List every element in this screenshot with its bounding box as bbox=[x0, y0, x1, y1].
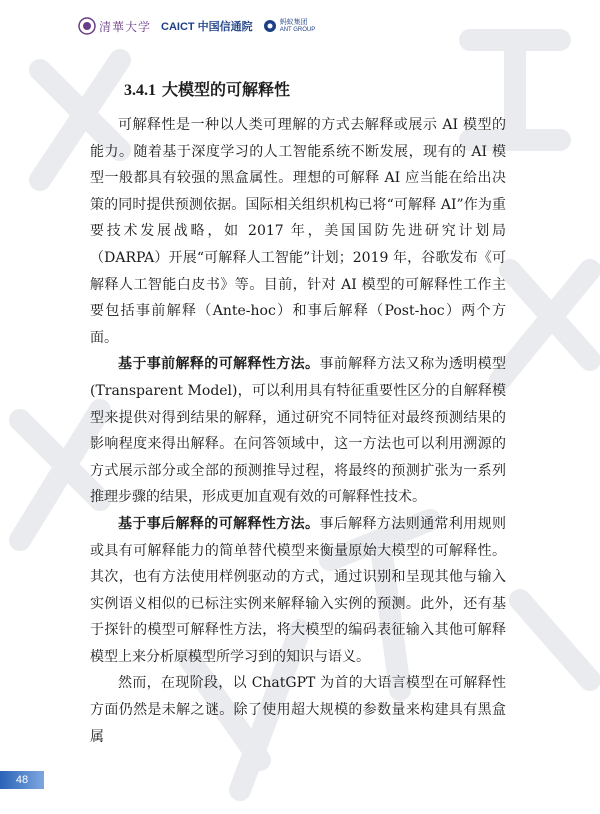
tsinghua-logo bbox=[78, 17, 151, 35]
ant-group-logo-cn: 蚂蚁集团 bbox=[279, 18, 308, 26]
paragraph-post-hoc-lead: 基于事后解释的可解释性方法。 bbox=[118, 515, 320, 532]
tsinghua-logo-text: 清華大学 bbox=[99, 19, 152, 34]
page-number: 48 bbox=[15, 774, 29, 786]
paragraph-post-hoc-text: 事后解释方法则通常利用规则或具有可解释能力的简单替代模型来衡量原始大模型的可解释性。其次，也有方法使用样例驱动的方式，通过识别和呈现其他与输入实例语义相似的已标注实例来解释输入实例的预测。此外，还有基于探针的模型可解释性方法，将大模型的编码表征输入其他可解释模型上来分析原模型所学习到的知识与语义。 bbox=[90, 515, 507, 665]
paragraph-post-hoc bbox=[90, 511, 506, 671]
ant-group-logo bbox=[263, 18, 316, 34]
paragraph-chatgpt bbox=[90, 670, 506, 750]
header-logos bbox=[78, 14, 315, 38]
paragraph-chatgpt-text: 然而，在现阶段，以 ChatGPT 为首的大语言模型在可解释性方面仍然是未解之谜。除了使用超大规模的参数量来构建具有黑盒属 bbox=[90, 675, 506, 745]
body-text bbox=[90, 112, 506, 750]
section-title: 大模型的可解释性 bbox=[162, 80, 291, 99]
tsinghua-emblem-icon bbox=[78, 17, 96, 35]
paragraph-ante-hoc-lead: 基于事前解释的可解释性方法。 bbox=[118, 356, 320, 373]
paragraph-ante-hoc bbox=[90, 351, 506, 511]
ant-group-emblem-icon bbox=[263, 19, 277, 33]
paragraph-ante-hoc-text: 事前解释方法又称为透明模型 (Transparent Model)，可以利用具有特征重要性区分的自解释模型来提供对得到结果的解释，通过研究不同特征对最终预测结果的影响程度来得出解释。在问答领域中，这一方法也可以利用溯源的方式展示部分或全部的预测推导过程，将最终的预测扩张为一系列推理步骤的结果，形成更加直观有效的可解释性技术。 bbox=[90, 356, 507, 506]
paragraph-intro bbox=[90, 112, 506, 351]
caict-logo-text: CAICT 中国信通院 bbox=[161, 21, 253, 33]
ant-group-logo-en: ANT GROUP bbox=[279, 27, 316, 33]
section-number: 3.4.1 bbox=[124, 82, 156, 99]
caict-logo bbox=[161, 18, 253, 34]
section-heading bbox=[124, 77, 290, 100]
paragraph-intro-text: 可解释性是一种以人类可理解的方式去解释或展示 AI 模型的能力。随着基于深度学习的人工智能系统不断发展，现有的 AI 模型一般都具有较强的黑盒属性。理想的可解释 AI 应当能在给出决策的同时提供预测依据。国际相关组织机构已将“可解释 AI”作为重要技术发展战略，如 2017 年，美国国防先进研究计划局（DARPA）开展“可解释人工智能”计划；2019 年，谷歌发布《可解释人工智能白皮书》等。目前，针对 AI 模型的可解释性工作主要包括事前解释（Ante-hoc）和事后解释（Post-hoc）两个方面。 bbox=[90, 117, 506, 346]
